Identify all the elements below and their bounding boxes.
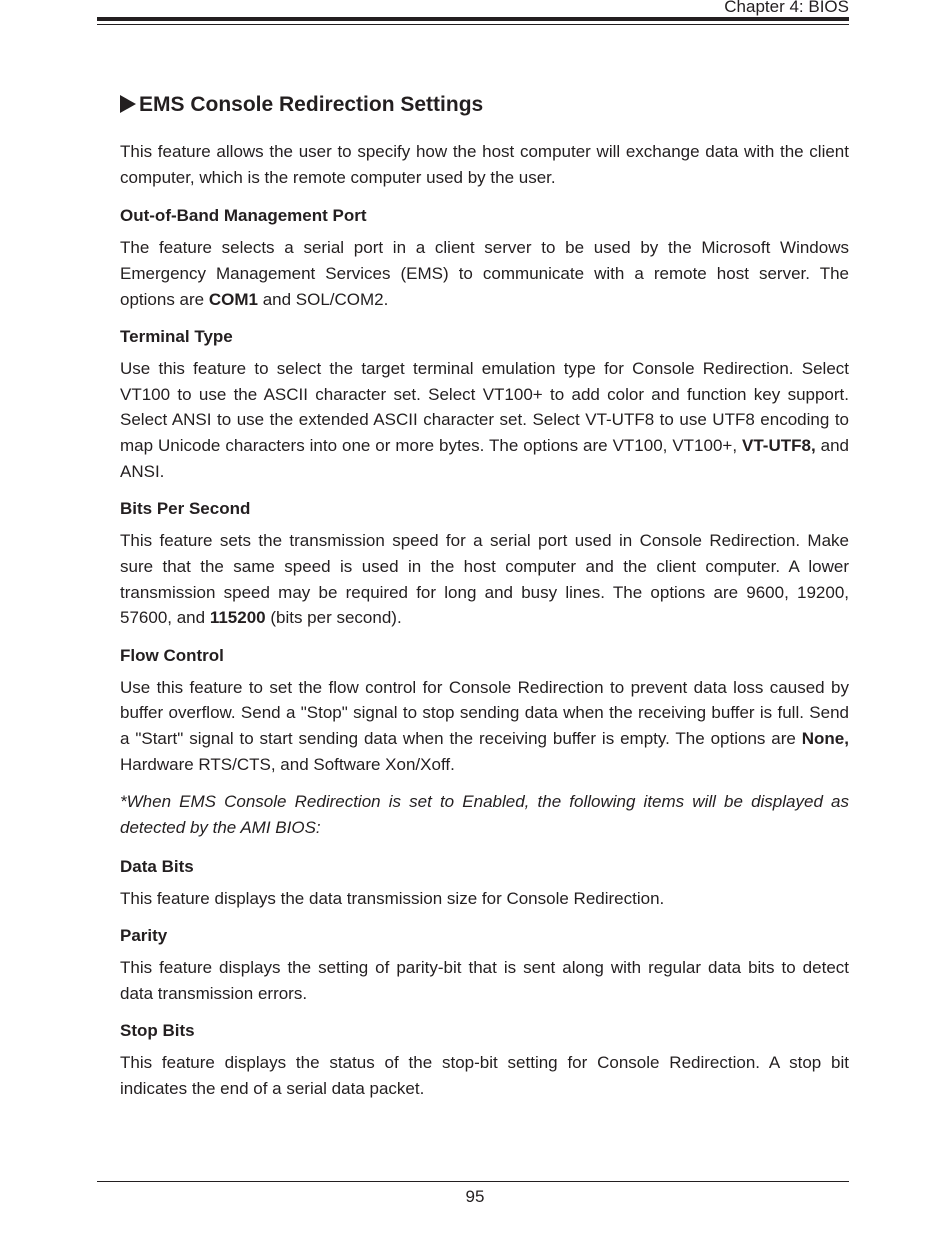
header-rule-thick	[97, 17, 849, 21]
item-heading-terminal-type: Terminal Type	[120, 327, 233, 347]
item-text-terminal-type: Use this feature to select the target terminal emulation type for Console Redirection. Select VT100 to use the ASCII character set. Select VT100+ to add color and function key support. Select ANSI to use the extended ASCII character set. Select VT-UTF8 to use UTF8 encoding to map Unicode characters into one or more bytes. The options are VT100, VT100+, VT-UTF8, and ANSI.	[120, 358, 849, 481]
default-option: COM1	[208, 289, 258, 309]
item-text-flow-control: Use this feature to set the flow control for Console Redirection to prevent data loss caused by buffer overflow. Send a "Stop" signal to stop sending data when the receiving buffer is full. Send a "Start" signal to start sending data when the receiving buffer is empty. The options are None, Hardware RTS/CTS, and Software Xon/Xoff.	[120, 677, 849, 774]
page-number: 95	[465, 1187, 485, 1206]
intro-paragraph: This feature allows the user to specify how the host computer will exchange data with the client computer, which is the remote computer used by the user.	[120, 142, 849, 187]
section-title-text: EMS Console Redirection Settings	[139, 93, 484, 116]
item-heading-bits-per-second: Bits Per Second	[120, 499, 251, 519]
item-heading-oob-port: Out-of-Band Management Port	[120, 206, 367, 226]
section-title	[120, 90, 849, 120]
header-rule-thin	[97, 24, 849, 25]
footer-rule	[97, 1181, 849, 1182]
page-content	[120, 90, 849, 1114]
item-heading-parity: Parity	[120, 926, 168, 946]
enabled-note: *When EMS Console Redirection is set to Enabled, the following items will be displayed as detected by the AMI BIOS:	[120, 792, 849, 838]
default-option: 115200	[209, 608, 266, 628]
item-text-data-bits: This feature displays the data transmission size for Console Redirection.	[120, 888, 665, 908]
item-text-parity: This feature displays the setting of parity-bit that is sent along with regular data bits to detect data transmission errors.	[120, 957, 849, 1003]
chapter-title: Chapter 4: BIOS	[724, 0, 849, 16]
item-text-oob-port: The feature selects a serial port in a client server to be used by the Microsoft Windows Emergency Management Services (EMS) to communicate with a remote host server. The options are COM1 and SOL/COM2.	[120, 238, 849, 309]
default-option: None,	[801, 729, 849, 749]
item-heading-stop-bits: Stop Bits	[120, 1021, 195, 1041]
item-text-bits-per-second: This feature sets the transmission speed for a serial port used in Console Redirection. Make sure that the same speed is used in the host computer and the client computer. A lower transmission speed may be required for long and busy lines. The options are 9600, 19200, 57600, and 115200 (bits per second).	[120, 531, 849, 628]
item-text-stop-bits: This feature displays the status of the stop-bit setting for Console Redirection. A stop bit indicates the end of a serial data packet.	[120, 1053, 849, 1098]
triangle-bullet-icon	[120, 95, 136, 113]
item-heading-flow-control: Flow Control	[120, 645, 224, 665]
item-heading-data-bits: Data Bits	[120, 856, 194, 876]
default-option: VT-UTF8,	[742, 436, 816, 456]
